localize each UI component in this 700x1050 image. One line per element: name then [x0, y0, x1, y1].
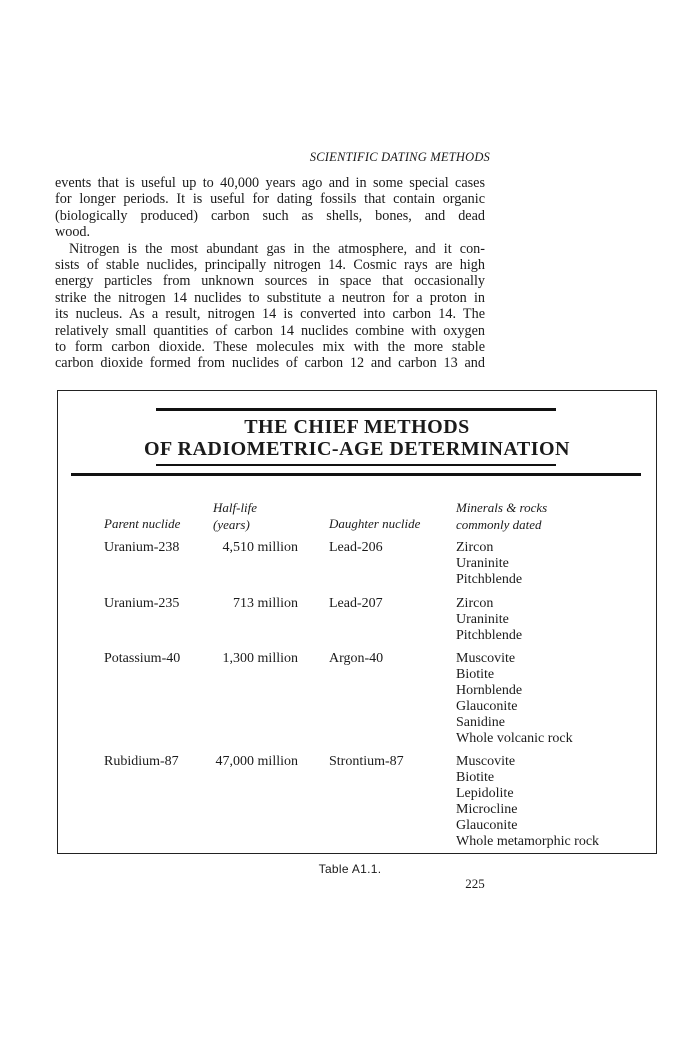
table-box [57, 390, 657, 854]
mineral-item: Biotite [456, 667, 495, 682]
mineral-item: Zircon [456, 540, 494, 555]
text-line: for longer periods. It is useful for dating fossils that contain organic [55, 191, 485, 208]
col-head-halflife-line-2: (years) [213, 517, 250, 532]
table-header-rule [71, 473, 641, 476]
text-line: to form carbon dioxide. These molecules mix with the more stable [55, 339, 485, 356]
title-rule-bottom [156, 464, 556, 466]
mineral-item: Biotite [456, 770, 495, 785]
text-line: (biologically produced) carbon such as shells, bones, and dead [55, 207, 485, 224]
table-cell-minerals [456, 754, 599, 850]
mineral-item: Whole metamorphic rock [456, 834, 600, 849]
table-cell-parent: Uranium-235 [104, 596, 180, 611]
col-head-daughter: Daughter nuclide [329, 516, 421, 531]
table-caption: Table A1.1. [318, 862, 382, 876]
mineral-item: Glauconite [456, 818, 518, 833]
text-line: sists of stable nuclides, principally nitrogen 14. Cosmic rays are high [55, 257, 485, 274]
table-title-line-2: OF RADIOMETRIC-AGE DETERMINATION [143, 438, 571, 460]
mineral-item: Uraninite [456, 612, 509, 627]
table-cell-halflife: 1,300 million [222, 651, 298, 666]
col-head-halflife [213, 499, 257, 533]
text-line: wood. [55, 224, 91, 241]
table-cell-daughter: Strontium-87 [329, 754, 404, 769]
mineral-item: Whole volcanic rock [456, 731, 573, 746]
mineral-item: Zircon [456, 596, 494, 611]
table-title-line-1: THE CHIEF METHODS [244, 416, 470, 438]
table-cell-parent: Rubidium-87 [104, 754, 179, 769]
text-line: energy particles from unknown sources in space that occasionally [55, 273, 485, 290]
table-cell-minerals [456, 596, 522, 644]
table-cell-daughter: Lead-206 [329, 540, 383, 555]
title-rule-top [156, 408, 556, 411]
mineral-item: Muscovite [456, 651, 516, 666]
mineral-item: Sanidine [456, 715, 505, 730]
text-line: relatively small quantities of carbon 14 nuclides combine with oxygen [55, 322, 485, 339]
col-head-minerals [456, 499, 547, 533]
table-cell-halflife: 713 million [233, 596, 298, 611]
mineral-item: Uraninite [456, 556, 509, 571]
paragraph-2 [55, 241, 485, 372]
col-head-halflife-line-1: Half-life [213, 500, 258, 515]
table-cell-parent: Potassium-40 [104, 651, 181, 666]
mineral-item: Microcline [456, 802, 518, 817]
mineral-item: Lepidolite [456, 786, 514, 801]
table-cell-halflife: 4,510 million [222, 540, 298, 555]
table-cell-daughter: Lead-207 [329, 596, 383, 611]
mineral-item: Muscovite [456, 754, 516, 769]
body-text [55, 175, 485, 372]
table-cell-minerals [456, 540, 522, 588]
table-cell-daughter: Argon-40 [329, 651, 384, 666]
col-head-parent: Parent nuclide [104, 516, 181, 531]
col-head-minerals-line-2: commonly dated [456, 517, 542, 532]
table-cell-halflife: 47,000 million [215, 754, 298, 769]
mineral-item: Pitchblende [456, 572, 523, 587]
col-head-minerals-line-1: Minerals & rocks [456, 500, 548, 515]
table-cell-parent: Uranium-238 [104, 540, 180, 555]
mineral-item: Pitchblende [456, 628, 523, 643]
text-line: strike the nitrogen 14 nuclides to substitute a neutron for a proton in [55, 289, 485, 306]
text-line: its nucleus. As a result, nitrogen 14 is converted into carbon 14. The [55, 306, 485, 323]
running-head: SCIENTIFIC DATING METHODS [309, 150, 490, 164]
table-cell-minerals [456, 651, 573, 747]
paragraph-1 [55, 175, 485, 241]
text-line: carbon dioxide formed from nuclides of carbon 12 and carbon 13 and [55, 355, 485, 372]
mineral-item: Hornblende [456, 683, 523, 698]
mineral-item: Glauconite [456, 699, 518, 714]
text-line: Nitrogen is the most abundant gas in the atmosphere, and it con- [69, 240, 485, 257]
page-number: 225 [465, 876, 485, 891]
text-line: events that is useful up to 40,000 years ago and in some special cases [55, 175, 485, 191]
